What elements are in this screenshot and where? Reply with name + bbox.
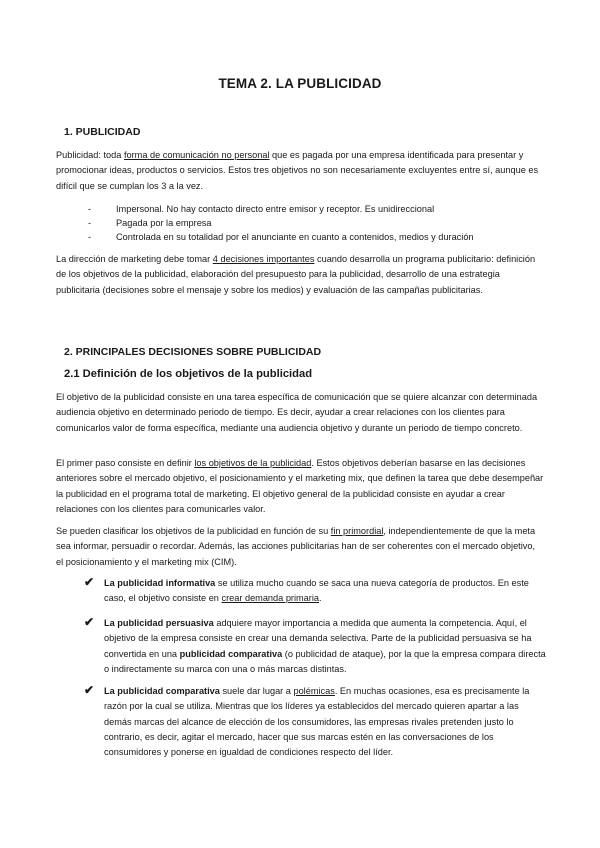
check-text-end: . [319, 593, 322, 604]
p2-underlined: los objetivos de la publicidad [194, 458, 312, 468]
bullet-text: Controlada en su totalidad por el anunciante en cuanto a contenidos, medios y duración [116, 232, 474, 242]
intro-text-a: Publicidad: toda [56, 150, 124, 160]
p3-underlined: fin primordial [330, 526, 384, 536]
term-demanda-primaria: crear demanda primaria [221, 593, 320, 604]
p2-text-a: El primer paso consiste en definir [56, 458, 195, 468]
objectives-paragraph-1: El objetivo de la publicidad consiste en una tarea específica de comunicación que se quiere alcanzar con determinada audiencia objetivo en determinado periodo de tiempo. Es decir, ayudar a crear relaciones con los clientes para comunicarlos valor de forma específica, mediante una audiencia objetivo y durante un periodo de tiempo concreto. [56, 392, 538, 433]
section-1-decisions [56, 252, 544, 298]
decisions-underlined: 4 decisiones importantes [212, 254, 315, 264]
dash-bullet: - [88, 204, 92, 214]
section-2-heading: 2. PRINCIPALES DECISIONES SOBRE PUBLICIDAD [64, 346, 322, 358]
check-text: adquiere mayor importancia a medida que aumenta la competencia. Aquí, el objetivo de la empresa consiste en crear una demanda selectiva. Parte de la publicidad persuasiva se ha convertida en una [104, 618, 532, 659]
check-text: se utiliza mucho cuando se saca una nueva categoría de productos. En este caso, el objetivo consiste en [104, 578, 529, 604]
decisions-text-b: cuando desarrolla un programa publicitario: definición de los objetivos de la publicidad, elaboración del presupuesto para la publicidad, desarrollo de una estrategia publicitaria (decisiones sobre el mensaje y sobre los medios) y evaluación de las campañas publicitarias. [56, 254, 536, 295]
term-comparativa-inline: publicidad comparativa [179, 648, 283, 659]
objectives-paragraph-2 [56, 456, 544, 517]
p2-text-b: . Estos objetivos deberían basarse en las decisiones anteriores sobre el mercado objetivo, el posicionamiento y el marketing mix, que definen la tarea que debe desempeñar la publicidad en el programa total de marketing. El objetivo general de la publicidad consiste en ayudar a crear relaciones con los clientes para comunicarles valor. [56, 458, 544, 514]
intro-text-b: que es pagada por una empresa identificada para presentar y promocionar ideas, productos o servicios. Estos tres objetivos no son necesariamente excluyentes entre sí, aunque es difícil que se cumplan los 3 a la vez. [56, 150, 539, 191]
dash-bullet: - [88, 232, 92, 242]
check-item-comparativa [104, 684, 548, 760]
term-polemicas: polémicas [293, 686, 335, 696]
term-comparativa: La publicidad comparativa [104, 686, 220, 696]
objectives-paragraph-3 [56, 524, 544, 570]
subsection-2-1-heading: 2.1 Definición de los objetivos de la publicidad [64, 368, 313, 380]
check-text-end: (o publicidad de ataque), por la que la empresa compara directa o indirectamente su marca con una o más marcas distintas. [104, 648, 546, 674]
p3-text-b: , independientemente de que la meta sea informar, persuadir o recordar. Además, las acciones publicitarias han de ser coherentes con el mercado objetivo, el posicionamiento y el marketing mix (CIM). [56, 526, 536, 567]
term-persuasiva: La publicidad persuasiva [104, 618, 214, 628]
p3-text-a: Se pueden clasificar los objetivos de la publicidad en función de su [56, 526, 331, 536]
check-icon: ✔ [84, 615, 95, 629]
check-item-informativa [104, 576, 548, 607]
bullet-text: Pagada por la empresa [116, 218, 212, 228]
dash-bullet: - [88, 218, 92, 228]
decisions-text-a: La dirección de marketing debe tomar [56, 254, 213, 264]
intro-underlined: forma de comunicación no personal [123, 150, 270, 160]
section-1-heading: 1. PUBLICIDAD [64, 126, 141, 138]
check-text-end: . En muchas ocasiones, esa es precisamente la razón por la cual se utiliza. Mientras que los líderes ya establecidos del mercado quieren apartar a las demás marcas del alcance de elección de los consumidores, las empresas rivales pretenden justo lo contrario, es decir, agitar el mercado, hacer que sus marcas estén en las conversaciones de los consumidores y ponerse en igualdad de condiciones respecto del líder. [104, 686, 530, 758]
document-title: TEMA 2. LA PUBLICIDAD [218, 76, 382, 91]
term-informativa: La publicidad informativa [104, 578, 216, 588]
section-1-intro [56, 148, 544, 194]
check-icon: ✔ [84, 683, 95, 697]
check-item-persuasiva [104, 616, 548, 677]
check-text: suele dar lugar a [219, 686, 294, 696]
bullet-text: Impersonal. No hay contacto directo entre emisor y receptor. Es unidireccional [116, 204, 435, 214]
check-icon: ✔ [84, 575, 95, 589]
